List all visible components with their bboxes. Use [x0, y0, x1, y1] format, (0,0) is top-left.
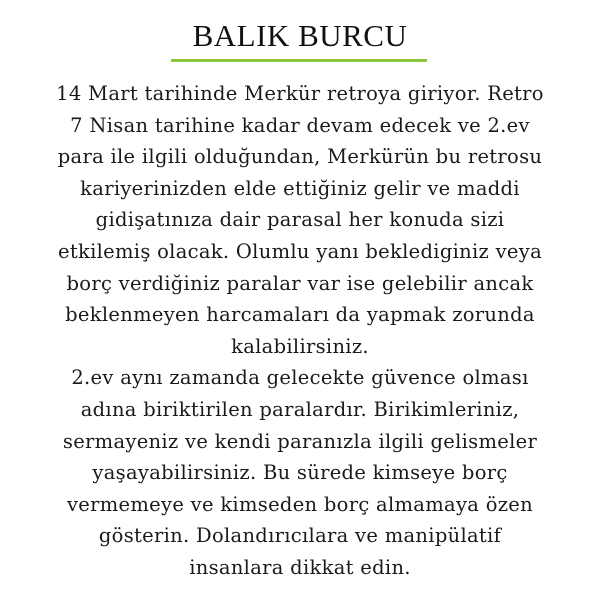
- text-line: kalabilirsiniz.: [231, 334, 369, 358]
- text-line: insanlara dikkat edin.: [189, 555, 411, 579]
- text-line: vermemeye ve kimseden borç almamaya özen: [66, 492, 534, 516]
- text-line: borç verdiğiniz paralar var ise gelebilir ancak: [66, 271, 534, 295]
- text-line: 2.ev aynı zamanda gelecekte güvence olması: [71, 366, 529, 390]
- paragraph-2: [0, 362, 600, 583]
- paragraph-1: [0, 78, 600, 362]
- text-line: gösterin. Dolandırıcılara ve manipülatif: [98, 524, 502, 548]
- title-underline: [171, 59, 427, 62]
- page-title: BALIK BURCU: [192, 18, 408, 53]
- text-line: adına biriktirilen paralardır. Birikimleriniz,: [80, 397, 520, 421]
- text-line: kariyerinizden elde ettiğiniz gelir ve maddi: [80, 176, 520, 200]
- text-line: para ile ilgili olduğundan, Merkürün bu retrosu: [57, 145, 543, 169]
- text-line: gidişatınıza dair parasal her konuda sizi: [95, 208, 505, 232]
- text-line: 7 Nisan tarihine kadar devam edecek ve 2.ev: [70, 113, 530, 137]
- text-line: beklenmeyen harcamaları da yapmak zorunda: [65, 303, 535, 327]
- text-line: 14 Mart tarihinde Merkür retroya giriyor. Retro: [56, 82, 544, 105]
- article-body: [0, 78, 600, 584]
- text-line: sermayeniz ve kendi paranızla ilgili gelismeler: [62, 429, 538, 453]
- text-line: etkilemiş olacak. Olumlu yanı beklediginiz veya: [57, 239, 543, 263]
- text-line: yaşayabilirsiniz. Bu sürede kimseye borç: [92, 461, 508, 485]
